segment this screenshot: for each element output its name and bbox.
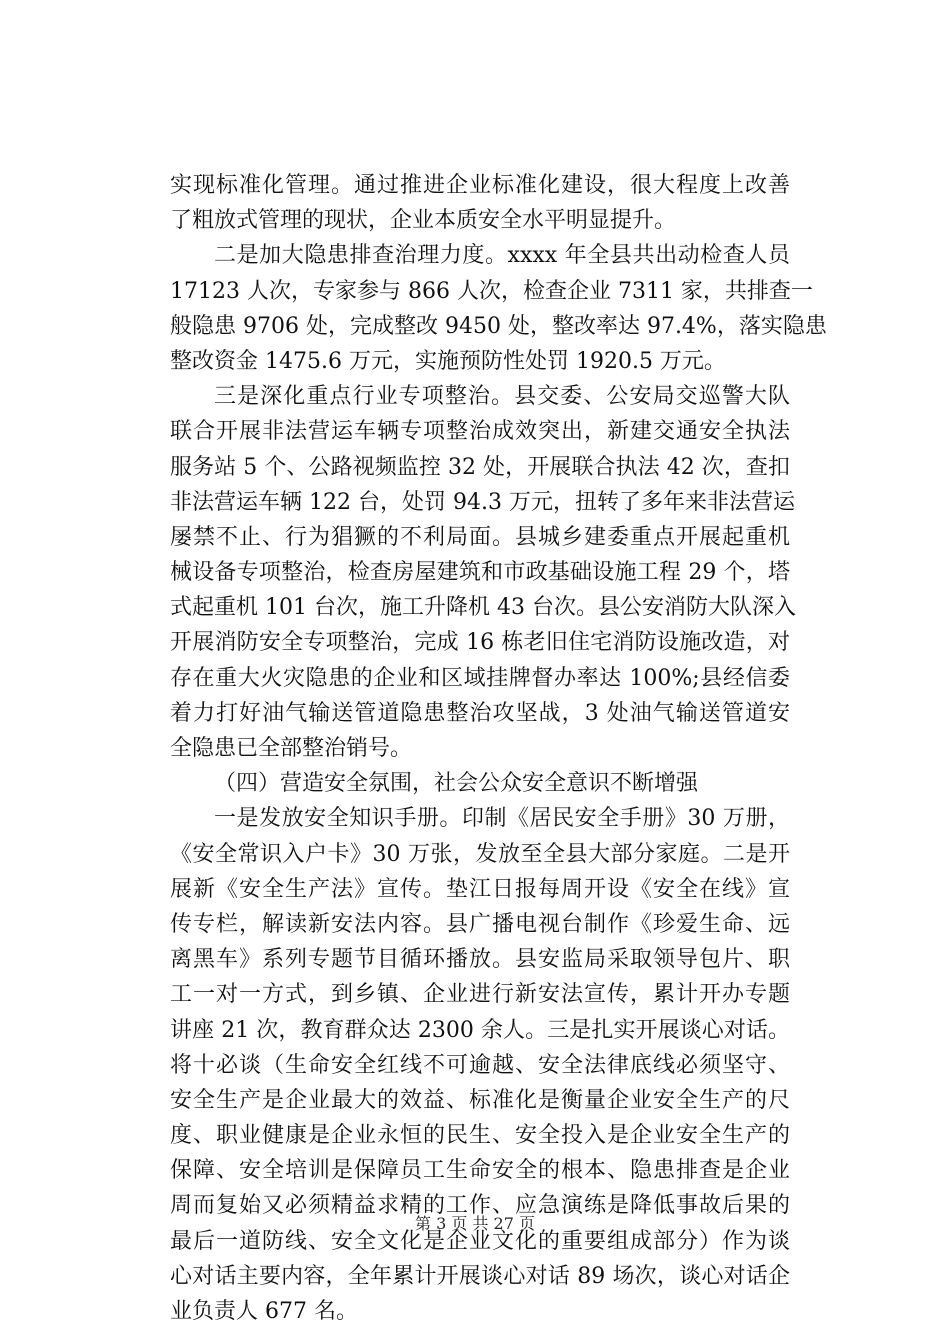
document-body bbox=[170, 168, 827, 1329]
text-line: 度、职业健康是企业永恒的民生、安全投入是企业安全生产的 bbox=[170, 1123, 790, 1149]
text-line: 离黑车》系列专题节目循环播放。县安监局采取领导包片、职 bbox=[170, 947, 790, 973]
text-line: 开展消防安全专项整治，完成 16 栋老旧住宅消防设施改造，对 bbox=[170, 630, 790, 656]
text-line: 存在重大火灾隐患的企业和区域挂牌督办率达 100%;县经信委 bbox=[170, 665, 790, 691]
text-line: 实现标准化管理。通过推进企业标准化建设，很大程度上改善 bbox=[170, 173, 790, 198]
text-line: 式起重机 101 台次，施工升降机 43 台次。县公安消防大队深入 bbox=[170, 595, 796, 621]
text-line: 展新《安全生产法》宣传。垫江日报每周开设《安全在线》宣 bbox=[170, 876, 790, 902]
text-line: 最后一道防线、安全文化是企业文化的重要组成部分）作为谈 bbox=[170, 1228, 790, 1254]
text-line: 械设备专项整治，检查房屋建筑和市政基础设施工程 29 个，塔 bbox=[170, 560, 790, 586]
text-line: 联合开展非法营运车辆专项整治成效突出，新建交通安全执法 bbox=[170, 419, 790, 445]
text-line: 业负责人 677 名。 bbox=[170, 1299, 358, 1324]
text-line: 《安全常识入户卡》30 万张，发放至全县大部分家庭。二是开 bbox=[170, 841, 790, 867]
text-line: 着力打好油气输送管道隐患整治攻坚战，3 处油气输送管道安 bbox=[170, 700, 790, 726]
text-line: 保障、安全培训是保障员工生命安全的根本、隐患排查是企业 bbox=[170, 1158, 790, 1184]
text-line: 非法营运车辆 122 台，处罚 94.3 万元，扭转了多年来非法营运 bbox=[170, 489, 795, 515]
text-line: 将十必谈（生命安全红线不可逾越、安全法律底线必须坚守、 bbox=[170, 1052, 790, 1078]
text-line: 了粗放式管理的现状，企业本质安全水平明显提升。 bbox=[170, 208, 677, 234]
text-line: 全隐患已全部整治销号。 bbox=[170, 736, 413, 761]
text-line: 传专栏，解读新安法内容。县广播电视台制作《珍爱生命、远 bbox=[170, 911, 790, 937]
page-footer: 第 3 页 共 27 页 bbox=[415, 1214, 535, 1233]
text-line: 三是深化重点行业专项整治。县交委、公安局交巡警大队 bbox=[214, 384, 790, 410]
text-line: 屡禁不止、行为猖獗的不利局面。县城乡建委重点开展起重机 bbox=[170, 524, 790, 550]
text-line: 工一对一方式，到乡镇、企业进行新安法宣传，累计开办专题 bbox=[170, 982, 790, 1008]
text-line: 安全生产是企业最大的效益、标准化是衡量企业安全生产的尺 bbox=[170, 1087, 790, 1113]
text-line: 心对话主要内容，全年累计开展谈心对话 89 场次，谈心对话企 bbox=[170, 1263, 790, 1289]
text-line: 讲座 21 次，教育群众达 2300 余人。三是扎实开展谈心对话。 bbox=[170, 1017, 790, 1043]
text-line: 17123 人次，专家参与 866 人次，检查企业 7311 家，共排查一 bbox=[170, 278, 813, 304]
text-line: 二是加大隐患排查治理力度。xxxx 年全县共出动检查人员 bbox=[214, 243, 790, 269]
text-line: 服务站 5 个、公路视频监控 32 处，开展联合执法 42 次，查扣 bbox=[170, 454, 790, 480]
text-line: 一是发放安全知识手册。印制《居民安全手册》30 万册， bbox=[214, 806, 790, 832]
text-line: （四）营造安全氛围，社会公众安全意识不断增强 bbox=[214, 771, 699, 797]
text-line: 般隐患 9706 处，完成整改 9450 处，整改率达 97.4%，落实隐患 bbox=[170, 313, 827, 339]
text-line: 整改资金 1475.6 万元，实施预防性处罚 1920.5 万元。 bbox=[170, 348, 726, 374]
text-line: 周而复始又必须精益求精的工作、应急演练是降低事故后果的 bbox=[170, 1193, 790, 1219]
